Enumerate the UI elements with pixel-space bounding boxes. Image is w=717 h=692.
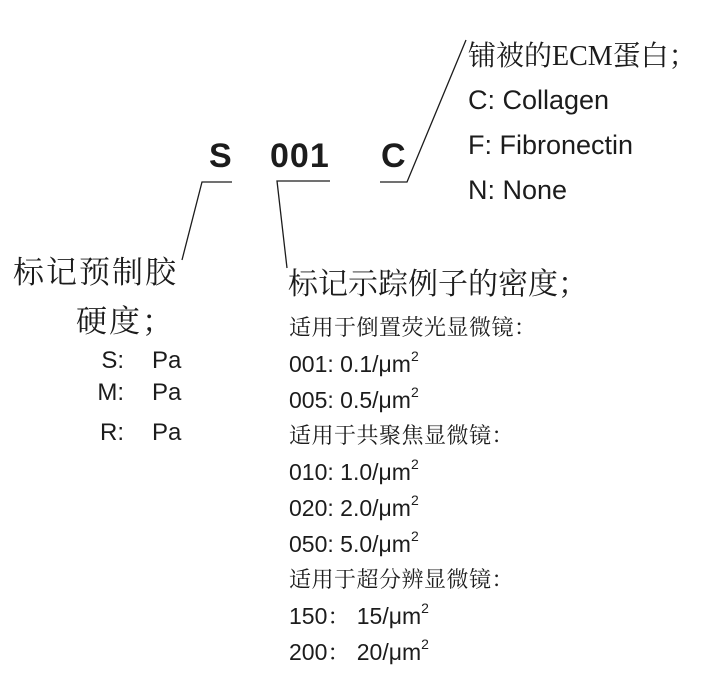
hardness-legend-heading-line2: 硬度； (76, 304, 175, 339)
density-item-200 (289, 634, 709, 670)
density-connector-line (277, 181, 330, 268)
density-item-150-base: 150： 15/μm (289, 603, 422, 629)
density-legend-heading: 标记示踪例子的密度； (288, 268, 588, 301)
hardness-key-s: S: (101, 347, 124, 374)
protein-option-fibronectin: F: Fibronectin (468, 130, 634, 160)
protein-option-none: N: None (468, 175, 568, 205)
density-group-title-super-resolution: 适用于超分辨显微镜： (289, 567, 515, 592)
hardness-row-r (88, 419, 208, 447)
hardness-value-r: Pa (152, 419, 182, 446)
density-item-001-base: 001: 0.1/μm (289, 351, 411, 377)
hardness-key-m: M: (97, 379, 124, 406)
code-hardness-letter: S (209, 137, 233, 175)
density-legend-list (289, 310, 709, 670)
hardness-connector-line (182, 182, 232, 260)
hardness-value-s: Pa (152, 347, 182, 374)
code-density-number: 001 (270, 137, 330, 175)
density-item-150-sup: 2 (421, 600, 429, 617)
density-item-020-sup: 2 (410, 492, 419, 509)
protein-option-collagen: C: Collagen (468, 85, 610, 115)
hardness-value-m: Pa (152, 379, 182, 406)
density-item-050-sup: 2 (410, 528, 419, 545)
hardness-row-m (88, 379, 208, 407)
density-item-010-base: 010: 1.0/μm (289, 459, 411, 485)
hardness-row-s (88, 347, 208, 375)
density-item-005-sup: 2 (410, 384, 419, 401)
density-item-020-base: 020: 2.0/μm (289, 495, 411, 521)
hardness-legend-heading-line1: 标记预制胶 (13, 255, 178, 290)
density-group-title-confocal: 适用于共聚焦显微镜： (289, 423, 515, 448)
protein-legend-heading: 铺被的ECM蛋白； (468, 41, 697, 72)
hardness-key-r: R: (100, 419, 124, 446)
density-item-010 (289, 454, 709, 490)
density-item-005 (289, 382, 709, 418)
density-item-020 (289, 490, 709, 526)
density-item-050-base: 050: 5.0/μm (289, 531, 411, 557)
density-item-010-sup: 2 (410, 456, 419, 473)
code-protein-letter: C (381, 137, 407, 175)
density-item-001 (289, 346, 709, 382)
density-group-title-inverted-fluorescence: 适用于倒置荧光显微镜： (289, 315, 537, 340)
protein-legend-list (468, 78, 633, 213)
density-item-150 (289, 598, 709, 634)
density-item-200-sup: 2 (421, 636, 429, 653)
density-item-200-base: 200： 20/μm (289, 639, 422, 665)
density-item-001-sup: 2 (410, 348, 419, 365)
density-item-005-base: 005: 0.5/μm (289, 387, 411, 413)
density-item-050 (289, 526, 709, 562)
